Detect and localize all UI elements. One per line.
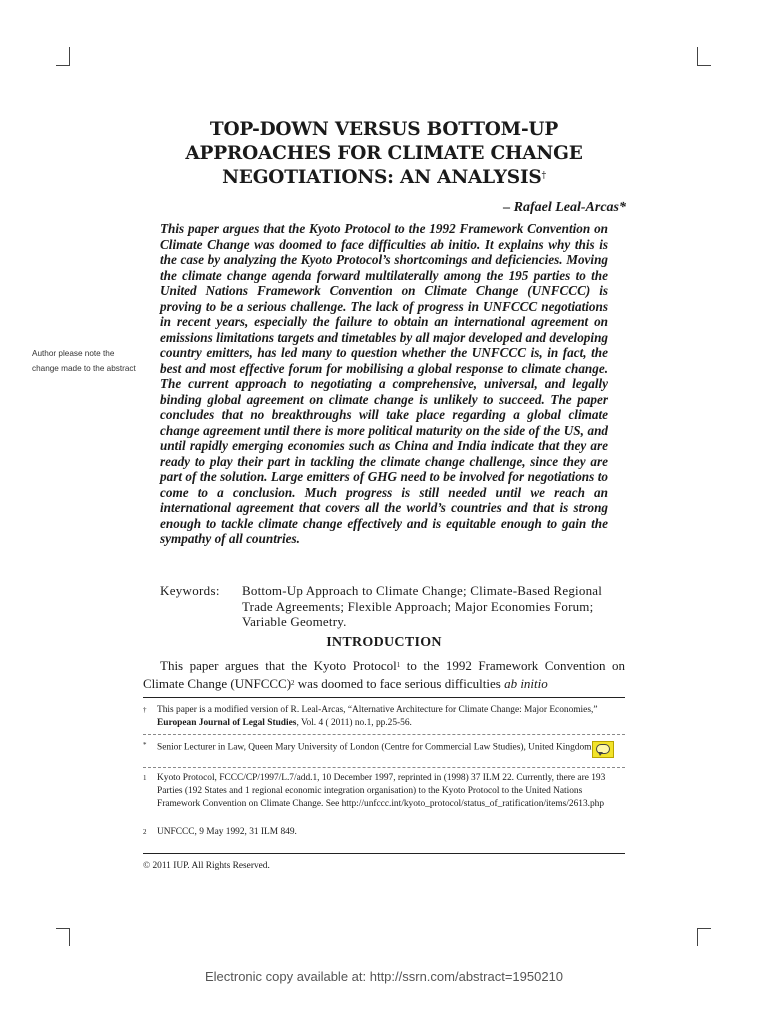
crop-mark-top-right bbox=[697, 47, 698, 65]
crop-mark-top-right bbox=[697, 65, 711, 66]
paper-title bbox=[160, 118, 608, 190]
keywords-list: Bottom-Up Approach to Climate Change; Climate-Based Regional Trade Agreements; Flexible Approach; Major Economies Forum; Variable Geometry. bbox=[242, 583, 603, 629]
footnote-text: UNFCCC, 9 May 1992, 31 ILM 849. bbox=[157, 827, 297, 837]
page-bottom-rule bbox=[143, 853, 625, 854]
introduction-paragraph bbox=[143, 657, 625, 692]
copyright-notice: © 2011 IUP. All Rights Reserved. bbox=[143, 861, 270, 871]
ssrn-footer-link[interactable]: Electronic copy available at: http://ssrn.com/abstract=1950210 bbox=[204, 969, 564, 984]
footnote-text: Kyoto Protocol, FCCC/CP/1997/L.7/add.1, 10 December 1997, reprinted in (1998) 37 ILM 22. Currently, there are 193 Parties (192 States and 1 regional economic integration organisation) to the Kyoto Protocol to the United Nations Framework Convention on Climate Change. See http://unfccc.int/kyoto_protocol/status_of_ratification/items/2613.php bbox=[157, 773, 606, 809]
footnote-divider bbox=[143, 734, 625, 736]
author-name: – Rafael Leal-Arcas* bbox=[503, 200, 626, 215]
footnote-mark: * bbox=[143, 741, 147, 749]
crop-mark-bottom-left bbox=[56, 928, 70, 929]
journal-name: European Journal of Legal Studies bbox=[157, 718, 297, 728]
footnote bbox=[143, 826, 625, 839]
section-heading: INTRODUCTION bbox=[326, 635, 442, 650]
title-line bbox=[160, 166, 608, 190]
footnote-ref[interactable]: 2 bbox=[291, 678, 295, 687]
footnote-divider bbox=[143, 767, 625, 769]
abstract: This paper argues that the Kyoto Protocol to the 1992 Framework Convention on Climate Change was doomed to face difficulties ab initio. It explains why this is the case by analyzing the Kyoto Protocol’s shortcomings and deficiencies. Moving the climate change agenda forward multilaterally among the 195 parties to the United Nations Framework Convention on Climate Change (UNFCCC) is proving to be a serious challenge. The lack of progress in UNFCCC negotiations in recent years, especially the failure to obtain an international agreement on emissions limitations targets and timetables by all major developed and developing country emitters, has led many to question whether the UNFCCC is, in fact, the best and most effective forum for mobilising a global response to climate change. The current approach to negotiating a comprehensive, universal, and legally binding global agreement on climate change is unlikely to succeed. The paper concludes that no breakthroughs will take place regarding a global climate change agreement until there is more political maturity on the side of the US, and until rapidly emerging economies such as China and India indicate that they are ready to play their part in tackling the climate change challenge, since they are part of the solution. Large emitters of GHG need to be involved for negotiations to come to a conclusion. Much progress is still needed until we reach an international agreement that covers all the world’s countries and that is strong enough to tackle climate change effectively and is equitable enough to gain the sympathy of all countries. bbox=[160, 221, 608, 546]
editor-side-note: Author please note the change made to the abstract bbox=[32, 349, 136, 373]
intro-text: was doomed to face serious difficulties bbox=[294, 675, 505, 691]
intro-italic-text: ab initio bbox=[504, 675, 548, 691]
intro-text: This paper argues that the Kyoto Protocol bbox=[160, 658, 397, 673]
footnote bbox=[143, 704, 625, 730]
comment-annotation-icon[interactable] bbox=[592, 741, 614, 758]
crop-mark-top-left bbox=[69, 47, 70, 65]
footnote bbox=[143, 772, 625, 811]
title-line-text: NEGOTIATIONS: AN ANALYSIS bbox=[222, 167, 542, 188]
crop-mark-bottom-right bbox=[697, 928, 698, 946]
footnote-text-part: , Vol. 4 ( 2011) no.1, pp.25-56. bbox=[296, 718, 412, 728]
title-line: TOP-DOWN VERSUS BOTTOM-UP bbox=[209, 119, 559, 140]
crop-mark-bottom-right bbox=[697, 928, 711, 929]
intro-text: to the 1992 Framework Convention on Climate Change (UNFCCC) bbox=[143, 658, 626, 691]
crop-mark-top-left bbox=[56, 65, 70, 66]
footnote-separator bbox=[143, 697, 625, 698]
footnote-text bbox=[157, 739, 625, 756]
keywords-label: Keywords: bbox=[160, 583, 220, 598]
footnote-text bbox=[157, 704, 625, 730]
footnote-mark: 2 bbox=[143, 828, 147, 836]
title-line: APPROACHES FOR CLIMATE CHANGE bbox=[185, 143, 583, 164]
footnote-text-part: Senior Lecturer in Law, Queen Mary University of London (Centre for Commercial Law Studies), United Kingdom bbox=[157, 742, 592, 753]
footnote-mark: † bbox=[143, 706, 147, 714]
footnote-text-part: This paper is a modified version of R. Leal-Arcas, “Alternative Architecture for Climate Change: Major Economies,” bbox=[157, 705, 598, 715]
crop-mark-bottom-left bbox=[69, 928, 70, 946]
footnote-mark: 1 bbox=[143, 774, 147, 782]
footnote-ref[interactable]: 1 bbox=[396, 661, 401, 669]
footnote bbox=[143, 739, 625, 756]
comment-bubble-tail bbox=[598, 752, 603, 756]
title-footnote-mark: † bbox=[541, 171, 546, 181]
